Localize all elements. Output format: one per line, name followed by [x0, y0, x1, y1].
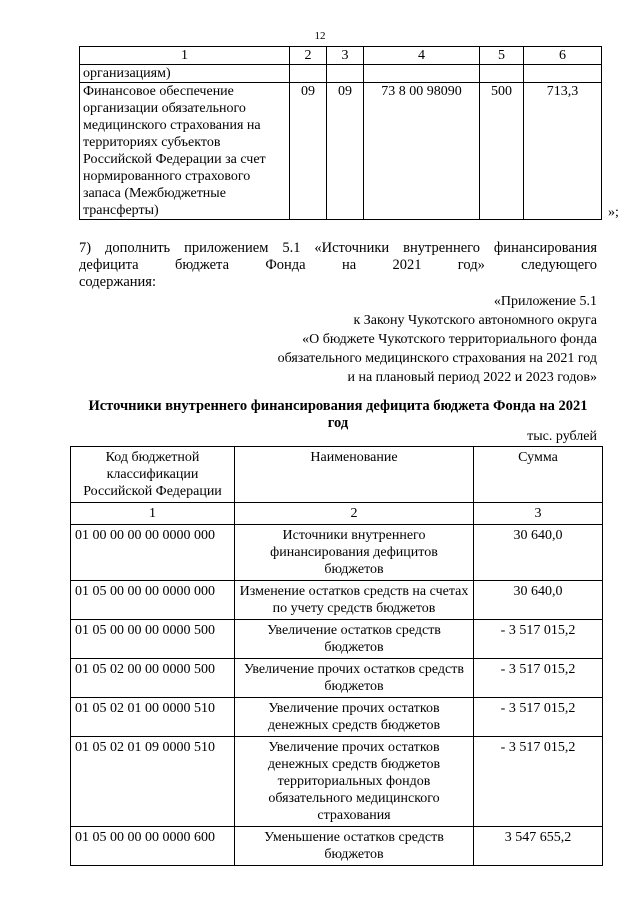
paragraph-main: 7) дополнить приложением 5.1 «Источники внутреннего финансирования дефицита бюджета Фонда на 2021 год» следующего: [79, 240, 597, 273]
row-sum: 30 640,0: [474, 581, 603, 620]
table-row: [71, 737, 603, 827]
row-name: Уменьшение остатков средств бюджетов: [235, 827, 474, 866]
row-c5: 500: [480, 83, 524, 220]
row-sum: 30 640,0: [474, 525, 603, 581]
row-code: 01 00 00 00 00 0000 000: [71, 525, 235, 581]
row-c2: 09: [290, 83, 327, 220]
row-code: 01 05 02 00 00 0000 500: [71, 659, 235, 698]
table-row: [71, 827, 603, 866]
row-sum: 3 547 655,2: [474, 827, 603, 866]
appendix-line: и на плановый период 2022 и 2023 годов»: [347, 370, 597, 385]
closing-quote: »;: [608, 205, 619, 220]
paragraph-last: содержания:: [79, 274, 157, 290]
row-c6: 713,3: [524, 83, 602, 220]
header-cell: 4: [364, 47, 480, 65]
table-row: [80, 83, 602, 220]
row-sum: - 3 517 015,2: [474, 620, 603, 659]
units-label: тыс. рублей: [527, 429, 597, 444]
row-name: Источники внутреннего финансирования дефицитов бюджетов: [235, 525, 474, 581]
appendix-line: обязательного медицинского страхования на 2021 год: [277, 351, 597, 366]
row-c3: 09: [327, 83, 364, 220]
table-row: [71, 620, 603, 659]
row-name: Увеличение прочих остатков средств бюджетов: [235, 659, 474, 698]
row-code: 01 05 00 00 00 0000 000: [71, 581, 235, 620]
column-number: 3: [474, 503, 603, 525]
row-name: Увеличение прочих остатков денежных средств бюджетов: [235, 698, 474, 737]
table-row: [71, 659, 603, 698]
budget-table-continuation: [79, 46, 602, 220]
row-name: Увеличение остатков средств бюджетов: [235, 620, 474, 659]
header-sum: Сумма: [474, 447, 603, 503]
row-name: Финансовое обеспечение организации обязательного медицинского страхования на территориях субъектов Российской Федерации за счет нормированного страхового запаса (Межбюджетные трансферты): [80, 83, 290, 220]
row-code: 01 05 00 00 00 0000 600: [71, 827, 235, 866]
continuation-text: организациям): [80, 65, 290, 83]
column-number: 2: [235, 503, 474, 525]
header-name: Наименование: [235, 447, 474, 503]
row-sum: - 3 517 015,2: [474, 659, 603, 698]
header-cell: 2: [290, 47, 327, 65]
table-row: [71, 581, 603, 620]
appendix-line: к Закону Чукотского автономного округа: [353, 313, 597, 328]
appendix-line: «Приложение 5.1: [493, 294, 597, 309]
amendment-paragraph: [79, 240, 597, 291]
header-cell: 1: [80, 47, 290, 65]
header-cell: 5: [480, 47, 524, 65]
row-sum: - 3 517 015,2: [474, 737, 603, 827]
column-number-row: [71, 503, 603, 525]
appendix-line: «О бюджете Чукотского территориального фонда: [302, 332, 597, 347]
row-name: Изменение остатков средств на счетах по учету средств бюджетов: [235, 581, 474, 620]
column-number: 1: [71, 503, 235, 525]
row-name: Увеличение прочих остатков денежных средств бюджетов территориальных фондов обязательного медицинского страхования: [235, 737, 474, 827]
header-cell: 3: [327, 47, 364, 65]
table-row: [71, 525, 603, 581]
table-header-row: [80, 47, 602, 65]
header-cell: 6: [524, 47, 602, 65]
sources-table: [70, 446, 603, 866]
row-code: 01 05 02 01 09 0000 510: [71, 737, 235, 827]
row-code: 01 05 00 00 00 0000 500: [71, 620, 235, 659]
table-row: [80, 65, 602, 83]
row-code: 01 05 02 01 00 0000 510: [71, 698, 235, 737]
table-row: [71, 698, 603, 737]
row-c4: 73 8 00 98090: [364, 83, 480, 220]
appendix-header: [278, 292, 597, 387]
header-code: Код бюджетной классификации Российской Федерации: [71, 447, 235, 503]
document-title: Источники внутреннего финансирования дефицита бюджета Фонда на 2021 год: [88, 398, 588, 431]
row-sum: - 3 517 015,2: [474, 698, 603, 737]
page-number: 12: [314, 30, 326, 42]
table-header-row: [71, 447, 603, 503]
